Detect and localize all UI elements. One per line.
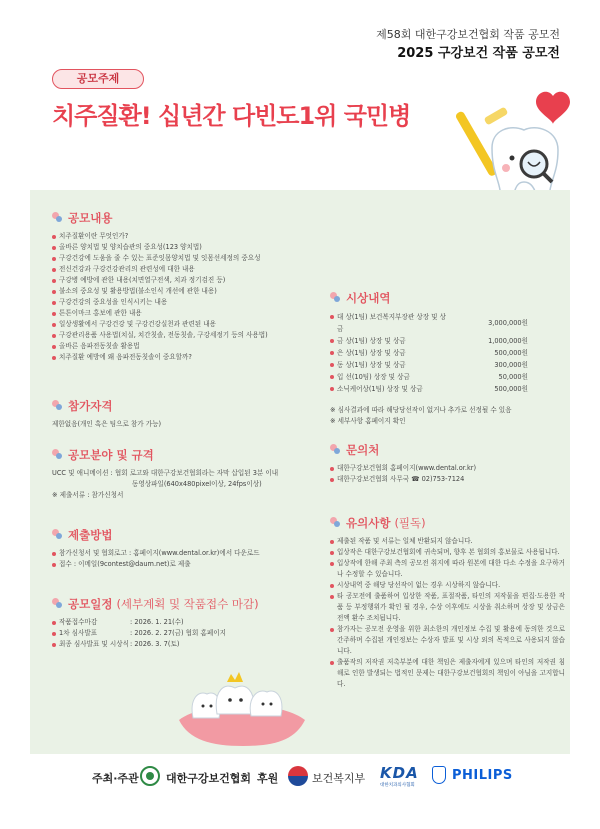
- kda-logo-subtitle: 대한치과의사협회: [380, 783, 415, 788]
- section-title-caution: 유의사항 (필독): [330, 515, 565, 531]
- prize-amount: 300,000원: [494, 361, 528, 369]
- prize-table: [330, 311, 528, 395]
- kda-logo: KDA: [380, 764, 419, 782]
- section-schedule: [52, 596, 300, 650]
- section-bullet-icon: [330, 292, 342, 304]
- table-row: [330, 311, 528, 335]
- list-item: 구강관리용품 사용법(치실, 치간칫솔, 전동칫솔, 구강세정기 등의 사용법): [52, 330, 300, 341]
- prize-name: 금 상(1팀) 상장 및 상금: [330, 335, 448, 347]
- government-emblem-icon: [288, 766, 308, 786]
- theme-badge: 공모주제: [52, 69, 144, 89]
- section-title-eligibility: 참가자격: [52, 398, 300, 414]
- tooth-family-illustration: [175, 660, 310, 750]
- prize-name: 대 상(1팀) 보건복지부장관 상장 및 상금: [330, 311, 448, 335]
- prize-name: 동 상(1팀) 상장 및 상금: [330, 359, 448, 371]
- schedule-label: 최종 심사발표 및 시상식: [52, 639, 130, 650]
- list-item: 일상생활에서 구강건강 및 구강건강실천과 관련된 내용: [52, 319, 300, 330]
- prize-amount: 500,000원: [494, 385, 528, 393]
- section-title-submit: 제출방법: [52, 527, 300, 543]
- list-item: 구강건강의 중요성을 인식시키는 내용: [52, 297, 300, 308]
- prize-amount: 500,000원: [494, 349, 528, 357]
- table-row: [330, 347, 528, 359]
- schedule-value: : 2026. 1. 21(수): [130, 618, 184, 626]
- schedule-label: 작품접수마감: [52, 617, 130, 628]
- contest-edition: 제58회 대한구강보건협회 작품 공모전: [376, 28, 560, 41]
- section-eligibility: [52, 398, 300, 430]
- list-item: 치주질환 예방에 왜 음파전동칫솔이 중요할까?: [52, 352, 300, 363]
- philips-shield-icon: [432, 766, 446, 784]
- schedule-table: [52, 617, 226, 650]
- section-bullet-icon: [52, 598, 64, 610]
- section-bullet-icon: [330, 517, 342, 529]
- list-item: 참가신청서 및 협회로고 : 홈페이지(www.dental.or.kr)에서 다운로드: [52, 548, 300, 559]
- list-item: 대한구강보건협회 홈페이지(www.dental.or.kr): [330, 463, 565, 474]
- section-submit: [52, 527, 300, 570]
- section-title-field: 공모분야 및 규격: [52, 447, 300, 463]
- list-item: 치주질환이란 무엇인가?: [52, 231, 300, 242]
- section-content: [52, 210, 300, 363]
- list-item: 입상작에 한해 주최 측의 공모전 취지에 따라 원본에 대한 다소 수정을 요구하거나 수정할 수 있습니다.: [330, 558, 565, 580]
- eligibility-text: 제한없음(개인 혹은 팀으로 참가 가능): [52, 420, 162, 428]
- table-row: [52, 617, 226, 628]
- prize-name: 입 선(10팀) 상장 및 상금: [330, 371, 448, 383]
- section-bullet-icon: [52, 212, 64, 224]
- section-bullet-icon: [330, 444, 342, 456]
- table-row: [330, 359, 528, 371]
- section-prizes: [330, 290, 565, 427]
- list-item: 올바른 양치법 및 양치습관의 중요성(123 양치법): [52, 242, 300, 253]
- prize-note-2: ※ 세부사항 홈페이지 확인: [330, 417, 406, 425]
- list-item: 입상작은 대한구강보건협회에 귀속되며, 향후 본 협회의 홍보물로 사용됩니다.: [330, 547, 565, 558]
- list-item: 타 공모전에 출품하여 입상한 작품, 표절작품, 타인의 저작물을 편집·도용한 작품 등 부정행위가 확인 될 경우, 수상 이후에도 시상을 취소하며 상장 및 상금은 전액 환수 조치됩니다.: [330, 591, 565, 624]
- prize-note-1: ※ 심사결과에 따라 해당당선작이 없거나 추가로 선정될 수 있음: [330, 406, 512, 414]
- submit-list: [52, 548, 300, 570]
- field-line-2: 동영상파일(640x480pixel이상, 24fps이상): [132, 480, 262, 488]
- section-field: [52, 447, 300, 501]
- philips-logo: PHILIPS: [452, 768, 513, 783]
- host-label: 주최·주관: [92, 772, 139, 785]
- list-item: 참가자는 공모전 운영을 위한 최소한의 개인정보 수집 및 활용에 동의한 것으로 간주하며 수집된 개인정보는 수상자 발표 및 시상 외의 목적으로 사용되지 않습니다.: [330, 624, 565, 657]
- list-item: 시상내역 중 해당 당선작이 없는 경우 시상하지 않습니다.: [330, 580, 565, 591]
- list-item: 대한구강보건협회 사무국 ☎ 02)753-7124: [330, 474, 565, 485]
- list-item: 전신건강과 구강건강관리의 관련성에 대한 내용: [52, 264, 300, 275]
- prize-amount: 1,000,000원: [488, 337, 528, 345]
- list-item: 구강병 예방에 관한 내용(치면열구전색, 치과 정기검진 등): [52, 275, 300, 286]
- contest-title: 2025 구강보건 작품 공모전: [397, 46, 560, 61]
- field-line-1: UCC 및 애니메이션 : 협회 로고와 대한구강보건협회라는 자막 삽입된 3분 이내: [52, 469, 279, 477]
- list-item: 불소의 중요성 및 활용방법(불소인식 개선에 관한 내용): [52, 286, 300, 297]
- list-item: 올바른 음파전동칫솔 활용법: [52, 341, 300, 352]
- prize-name: 은 상(1팀) 상장 및 상금: [330, 347, 448, 359]
- list-item: 튼튼이마크 홍보에 관한 내용: [52, 308, 300, 319]
- sponsor-label: 후원: [257, 772, 279, 785]
- section-bullet-icon: [52, 449, 64, 461]
- poster-header: [0, 0, 600, 190]
- section-caution: [330, 515, 565, 690]
- table-row: [52, 628, 226, 639]
- list-item: 접수 : 이메일(9contest@daum.net)로 제출: [52, 559, 300, 570]
- section-title-schedule: 공모일정 (세부계획 및 작품접수 마감): [52, 596, 300, 612]
- headline: 치주질환! 십년간 다빈도1위 국민병: [52, 102, 411, 130]
- section-title-content: 공모내용: [52, 210, 300, 226]
- table-row: [330, 383, 528, 395]
- list-item: 구강건강에 도움을 줄 수 있는 표준잇몸양치법 및 잇몸선세정의 중요성: [52, 253, 300, 264]
- section-bullet-icon: [52, 529, 64, 541]
- section-bullet-icon: [52, 400, 64, 412]
- list-item: 제출된 작품 및 서류는 일체 반환되지 않습니다.: [330, 536, 565, 547]
- contact-list: [330, 463, 565, 485]
- list-item: 출품작의 저작권 저촉부분에 대한 책임은 제출자에게 있으며 타인의 저작권 침해로 인한 발생되는 법적인 문제는 대한구강보건협회의 책임이 아님을 고지합니다.: [330, 657, 565, 690]
- schedule-value: : 2026. 2. 27(금) 협회 홈페이지: [130, 629, 226, 637]
- association-logo-icon: [140, 766, 160, 786]
- table-row: [330, 371, 528, 383]
- schedule-value: : 2026. 3. 7(토): [130, 640, 180, 648]
- section-title-prizes: 시상내역: [330, 290, 565, 306]
- sponsor-name: 보건복지부: [312, 772, 366, 785]
- schedule-label: 1차 심사발표: [52, 628, 130, 639]
- section-title-contact: 문의처: [330, 442, 565, 458]
- prize-amount: 50,000원: [498, 373, 528, 381]
- content-list: [52, 231, 300, 363]
- prize-amount: 3,000,000원: [488, 319, 528, 327]
- caution-list: [330, 536, 565, 690]
- table-row: [52, 639, 226, 650]
- sponsor-footer: [0, 754, 600, 829]
- table-row: [330, 335, 528, 347]
- prize-name: 소닉케어상(1팀) 상장 및 상금: [330, 383, 448, 395]
- field-note: ※ 제출서류 : 참가신청서: [52, 491, 124, 499]
- host-name: 대한구강보건협회: [166, 772, 252, 785]
- section-contact: [330, 442, 565, 485]
